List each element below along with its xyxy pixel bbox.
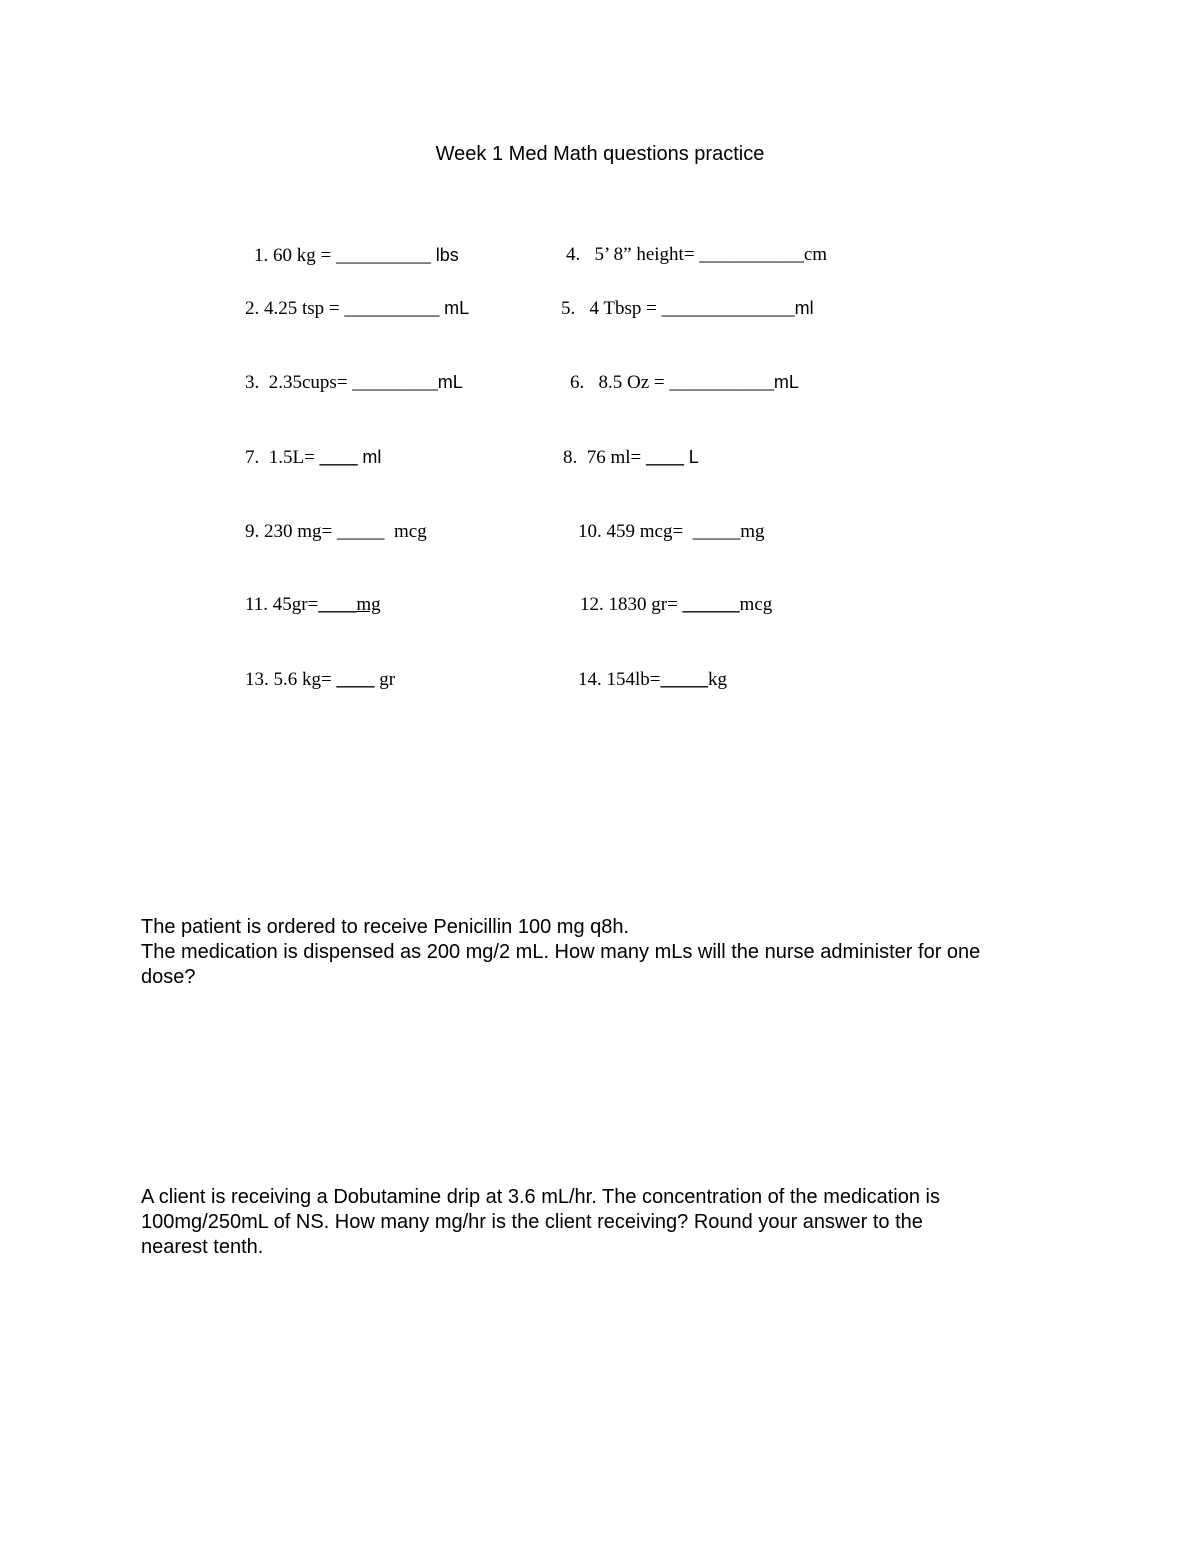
question-number: 2. xyxy=(245,298,260,319)
question-text: 4.25 tsp = xyxy=(264,298,340,319)
question-text: 1830 gr= xyxy=(608,594,678,615)
question-unit: mL xyxy=(437,372,463,392)
problem-line: 100mg/250mL of NS. How many mg/hr is the client receiving? Round your answer to the xyxy=(141,1211,923,1233)
question-text: 45gr= xyxy=(272,594,319,615)
question-unit: mcg xyxy=(739,594,773,615)
question-6 xyxy=(570,370,799,395)
answer-blank: _____ xyxy=(692,521,741,542)
question-text: 4 Tbsp = xyxy=(589,298,657,319)
question-unit: mL xyxy=(773,372,799,392)
word-problem-penicillin xyxy=(141,915,1071,990)
question-4 xyxy=(566,243,827,267)
answer-blank: __________ xyxy=(335,245,431,266)
question-number: 14. xyxy=(578,669,602,690)
question-number: 9. xyxy=(245,521,260,542)
question-number: 12. xyxy=(580,594,604,615)
question-8 xyxy=(563,445,699,470)
question-10 xyxy=(578,520,764,544)
question-text: 5.6 kg= xyxy=(273,669,332,690)
question-11 xyxy=(245,593,381,617)
answer-blank: ____ xyxy=(646,447,685,468)
answer-blank: ____ xyxy=(319,447,358,468)
answer-blank: ___________ xyxy=(669,372,774,393)
question-number: 4. xyxy=(566,244,581,265)
question-unit: ml xyxy=(794,298,814,318)
question-unit: gr xyxy=(379,669,396,690)
problem-line: dose? xyxy=(141,966,196,988)
question-unit: mg xyxy=(356,594,381,615)
question-5 xyxy=(561,296,814,321)
answer-blank: __________ xyxy=(344,298,440,319)
question-text: 2.35cups= xyxy=(268,372,348,393)
answer-blank: _____ xyxy=(337,521,385,542)
question-text: 154lb= xyxy=(606,669,661,690)
problem-line: The patient is ordered to receive Penicillin 100 mg q8h. xyxy=(141,916,630,938)
question-number: 10. xyxy=(578,521,602,542)
question-unit: mg xyxy=(740,521,765,542)
answer-blank: _____ xyxy=(660,669,708,690)
question-unit: cm xyxy=(803,244,828,265)
question-number: 1. xyxy=(254,245,269,266)
answer-blank: ____ xyxy=(318,594,357,615)
question-3 xyxy=(245,370,463,395)
question-text: 5’ 8” height= xyxy=(594,244,695,265)
answer-blank: ___________ xyxy=(699,244,804,265)
answer-blank: ______ xyxy=(682,594,740,615)
question-unit: ml xyxy=(362,447,382,467)
question-number: 11. xyxy=(245,594,269,615)
question-number: 7. xyxy=(245,447,260,468)
question-14 xyxy=(578,668,727,692)
question-9 xyxy=(245,520,427,544)
problem-line: A client is receiving a Dobutamine drip at 3.6 mL/hr. The concentration of the medication is xyxy=(141,1186,940,1208)
question-12 xyxy=(580,593,772,617)
question-number: 13. xyxy=(245,669,269,690)
problem-line: The medication is dispensed as 200 mg/2 mL. How many mLs will the nurse administer for one xyxy=(141,941,981,963)
question-unit: mcg xyxy=(394,521,427,542)
question-2 xyxy=(245,296,469,321)
question-text: 8.5 Oz = xyxy=(598,372,665,393)
question-number: 5. xyxy=(561,298,576,319)
page-title: Week 1 Med Math questions practice xyxy=(435,143,765,165)
question-number: 6. xyxy=(570,372,585,393)
question-13 xyxy=(245,668,395,692)
question-text: 459 mcg= xyxy=(606,521,684,542)
problem-line: nearest tenth. xyxy=(141,1236,264,1258)
question-number: 3. xyxy=(245,372,260,393)
answer-blank: ____ xyxy=(336,669,375,690)
answer-blank: ______________ xyxy=(661,298,795,319)
question-text: 76 ml= xyxy=(586,447,642,468)
answer-blank: _________ xyxy=(352,372,438,393)
question-unit: L xyxy=(688,447,699,467)
question-text: 60 kg = xyxy=(273,245,332,266)
question-number: 8. xyxy=(563,447,578,468)
word-problem-dobutamine xyxy=(141,1185,1071,1260)
question-unit: mL xyxy=(444,298,470,318)
question-1 xyxy=(254,243,459,268)
question-7 xyxy=(245,445,381,470)
question-unit: kg xyxy=(708,669,727,690)
question-text: 230 mg= xyxy=(264,521,333,542)
question-unit: lbs xyxy=(435,245,459,265)
question-text: 1.5L= xyxy=(268,447,315,468)
